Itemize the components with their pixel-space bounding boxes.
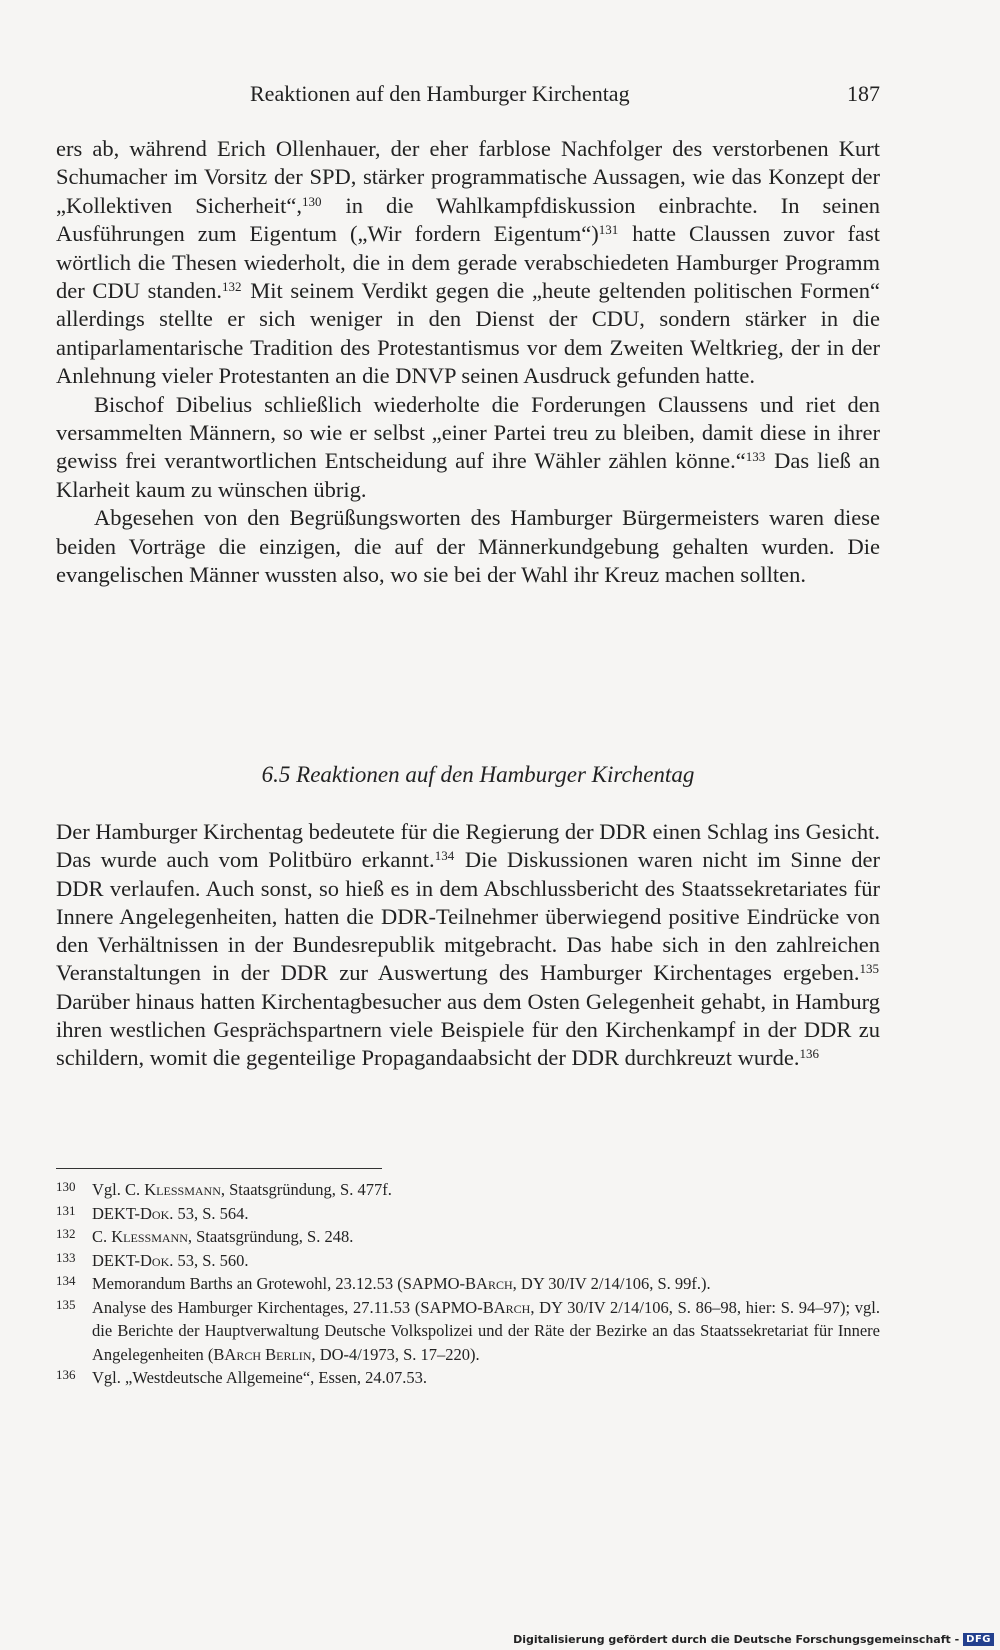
abbreviation: Dok [139, 1203, 170, 1223]
text-run: . 53, S. 560. [169, 1250, 249, 1270]
footnote-ref: 132 [222, 279, 242, 295]
dfg-footer [513, 1633, 994, 1646]
text-run: Memorandum Barths an Grotewohl, 23.12.53 (SAPMO-BA [92, 1274, 488, 1293]
paragraph-2 [56, 391, 880, 505]
paragraph-1 [56, 135, 880, 391]
abbreviation: rch Berlin [236, 1344, 312, 1364]
footnote-number: 131 [56, 1202, 76, 1218]
text-run: , DY 30/IV 2/14/106, S. 99f.). [512, 1274, 711, 1293]
footnote-number: 136 [56, 1367, 76, 1382]
footnote [56, 1296, 880, 1367]
text-run: DEKT- [92, 1250, 140, 1270]
text-run: , Staatsgründung, S. 248. [187, 1227, 354, 1246]
footnote-ref: 130 [302, 193, 322, 209]
footnote-ref: 135 [859, 961, 879, 977]
text-run: , Staatsgründung, S. 477f. [220, 1180, 392, 1199]
text-run: Der Hamburger Kirchentag bedeutete für die Regierung der DDR einen Schlag ins Gesicht. Das wurde auch vom Politbüro erkannt. [56, 819, 880, 873]
footnote [56, 1272, 880, 1296]
footnote-divider [56, 1168, 382, 1169]
footnote [56, 1178, 880, 1202]
author-name: Klessmann [144, 1180, 221, 1199]
dfg-footer-text: Digitalisierung gefördert durch die Deutsche Forschungsgemeinschaft - [513, 1633, 960, 1646]
footnote [56, 1202, 880, 1226]
text-run: Mit seinem Verdikt gegen die „heute geltenden politischen Formen“ allerdings stellte er sich weniger in den Dienst der CDU, sondern stärker in die antiparlamentarische Tradition des Protestantismus vor dem Zweiten Weltkrieg, der in der Anlehnung vieler Protestanten an die DNVP seinen Ausdruck gefunden hatte. [56, 278, 880, 389]
footnote-ref: 134 [434, 848, 455, 864]
dfg-logo: DFG [963, 1633, 994, 1646]
text-run: Darüber hinaus hatten Kirchentagbesucher aus dem Osten Gelegenheit gehabt, in Hamburg ihren westlichen Gesprächspartnern viele Beispiele für den Kirchenkampf in der DDR zu schildern, womit die gegenteilige Propagandaabsicht der DDR durchkreuzt wurde. [56, 988, 880, 1071]
footnote-ref: 131 [598, 222, 619, 238]
text-run: Vgl. C. [92, 1180, 145, 1199]
text-run: C. [92, 1227, 112, 1246]
abbreviation: rch [487, 1274, 513, 1293]
text-run: Die Diskussionen waren nicht im Sinne der DDR verlaufen. Auch sonst, so hieß es in dem Abschlussbericht des Staatssekretariates für Innere Angelegenheiten, hatten die DDR-Teilnehmer überwiegend positive Eindrücke von den Verhältnissen in der Bundesrepublik mitgebracht. Das habe sich in den zahlreichen Veranstaltungen in der DDR zur Auswertung des Hamburger Kirchentages ergeben. [56, 847, 881, 986]
page-number: 187 [847, 81, 880, 106]
running-title: Reaktionen auf den Hamburger Kirchentag [250, 81, 630, 106]
footnote-ref: 133 [745, 449, 766, 465]
footnote-ref: 136 [799, 1046, 820, 1062]
section-heading: 6.5 Reaktionen auf den Hamburger Kirchentag [261, 762, 695, 787]
footnote [56, 1366, 880, 1390]
author-name: Klessmann [111, 1227, 188, 1246]
text-run: hatte Claussen zuvor fast wörtlich die Thesen wiederholt, die in dem gerade verabschiedeten Hamburger Programm der CDU standen. [56, 221, 881, 304]
text-run: Bischof Dibelius schließlich wiederholte die Forderungen Claussens und riet den versammelten Männern, so wie er selbst „einer Partei treu zu bleiben, damit diese in ihrer gewiss frei verantwortlichen Entscheidung auf ihre Wähler zählen könne.“ [56, 391, 880, 474]
footnote [56, 1225, 880, 1249]
abbreviation: rch [505, 1297, 531, 1317]
footnotes [56, 1178, 880, 1390]
footnote-number: 130 [56, 1179, 76, 1194]
abbreviation: Dok [139, 1250, 170, 1270]
section-paragraph-1 [56, 818, 880, 1073]
text-run: Analyse des Hamburger Kirchentages, 27.11.53 (SAPMO-BA [92, 1297, 506, 1317]
footnote-number: 135 [56, 1296, 76, 1312]
footnote-number: 134 [56, 1273, 76, 1288]
body-text [56, 135, 880, 590]
text-run: , DY 30/IV 2/14/106, S. 86–98, hier: S. 94–97); vgl. die Berichte der Hauptverwaltung Deutsche Volkspolizei und der Räte der Bezirke an das Staatssekretariat für Innere Angelegenheiten (BA [92, 1297, 880, 1364]
paragraph-3: Abgesehen von den Begrüßungsworten des Hamburger Bürgermeisters waren diese beiden Vorträge die einzigen, die auf der Männerkundgebung gehalten wurden. Die evangelischen Männer wussten also, wo sie bei der Wahl ihr Kreuz machen sollten. [56, 505, 880, 588]
footnote-number: 132 [56, 1226, 76, 1241]
text-run: . 53, S. 564. [169, 1203, 249, 1223]
text-run: ers ab, während Erich Ollenhauer, der eher farblose Nachfolger des verstorbenen Kurt Schumacher im Vorsitz der SPD, stärker programmatische Aussagen, wie das Konzept der „Kollektiven Sicherheit“, [56, 136, 880, 218]
footnote-number: 133 [56, 1249, 76, 1265]
text-run: in die Wahlkampfdiskussion einbrachte. In seinen Ausführungen zum Eigentum („Wir fordern Eigentum“) [56, 192, 880, 247]
footnote [56, 1249, 880, 1273]
text-run: Vgl. „Westdeutsche Allgemeine“, Essen, 24.07.53. [92, 1368, 428, 1387]
text-run: , DO-4/1973, S. 17–220). [311, 1344, 480, 1364]
text-run: DEKT- [92, 1203, 140, 1223]
section-text [56, 818, 880, 1073]
text-run: Das ließ an Klarheit kaum zu wünschen übrig. [56, 448, 881, 502]
